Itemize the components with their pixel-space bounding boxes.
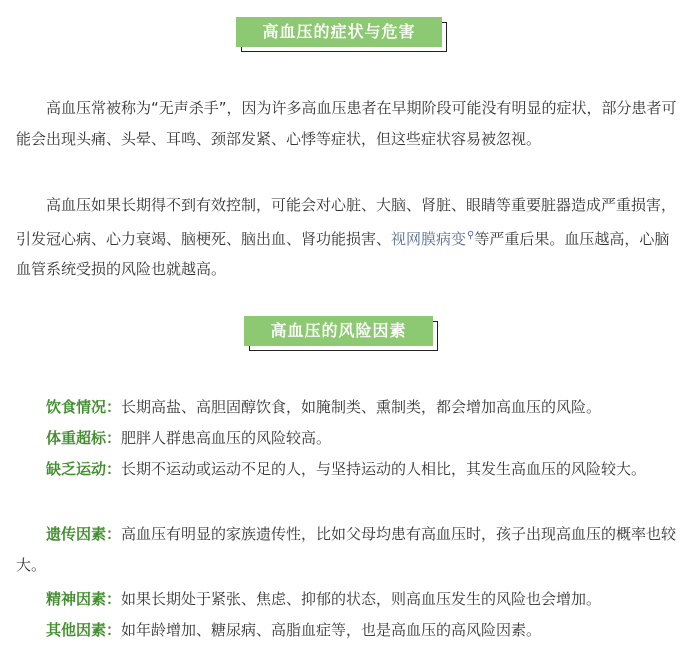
harm-paragraph — [16, 190, 684, 285]
factor-label: 缺乏运动： — [46, 460, 122, 478]
factor-label: 其他因素： — [46, 621, 122, 639]
retinopathy-link[interactable]: 视网膜病变 — [391, 229, 467, 248]
factor-item-diet — [16, 392, 684, 423]
harm-text-before: 高血压如果长期得不到有效控制，可能会对心脏、大脑、肾脏、眼睛等重要脏器造成严重损害，引发冠心病、心力衰竭、脑梗死、脑出血、肾功能损害、 — [16, 196, 677, 248]
section-heading-risk-factors — [244, 316, 433, 346]
factor-text: 如果长期处于紧张、焦虑、抑郁的状态，则高血压发生的风险也会增加。 — [121, 590, 602, 608]
factor-text: 高血压有明显的家族遗传性，比如父母均患有高血压时，孩子出现高血压的概率也较大。 — [16, 525, 677, 574]
factor-label: 体重超标： — [46, 429, 122, 447]
factor-label: 饮食情况： — [46, 398, 122, 416]
factor-item-exercise — [16, 454, 684, 485]
section-heading-symptoms — [236, 17, 442, 47]
search-icon[interactable]: ⚲ — [467, 229, 475, 241]
factor-label: 遗传因素： — [46, 525, 122, 543]
section-title: 高血压的风险因素 — [244, 316, 433, 346]
factor-text: 肥胖人群患高血压的风险较高。 — [121, 429, 332, 447]
symptoms-paragraph — [16, 93, 684, 154]
factor-item-other — [16, 615, 684, 646]
factor-item-genetics — [16, 519, 684, 580]
factor-item-mental — [16, 584, 684, 615]
harm-text-after: 等严重后果。血压越高，心脑血管系统受损的风险也就越高。 — [16, 229, 670, 278]
factor-label: 精神因素： — [46, 590, 122, 608]
section-title: 高血压的症状与危害 — [236, 17, 442, 47]
symptoms-text: 高血压常被称为“无声杀手”，因为许多高血压患者在早期阶段可能没有明显的症状，部分患者可能会出现头痛、头晕、耳鸣、颈部发紧、心悸等症状，但这些症状容易被忽视。 — [16, 99, 677, 148]
factor-item-weight — [16, 423, 684, 454]
factor-text: 长期高盐、高胆固醇饮食，如腌制类、熏制类，都会增加高血压的风险。 — [121, 398, 602, 416]
factor-text: 如年龄增加、糖尿病、高脂血症等，也是高血压的高风险因素。 — [121, 621, 542, 639]
factor-text: 长期不运动或运动不足的人，与坚持运动的人相比，其发生高血压的风险较大。 — [121, 460, 647, 478]
